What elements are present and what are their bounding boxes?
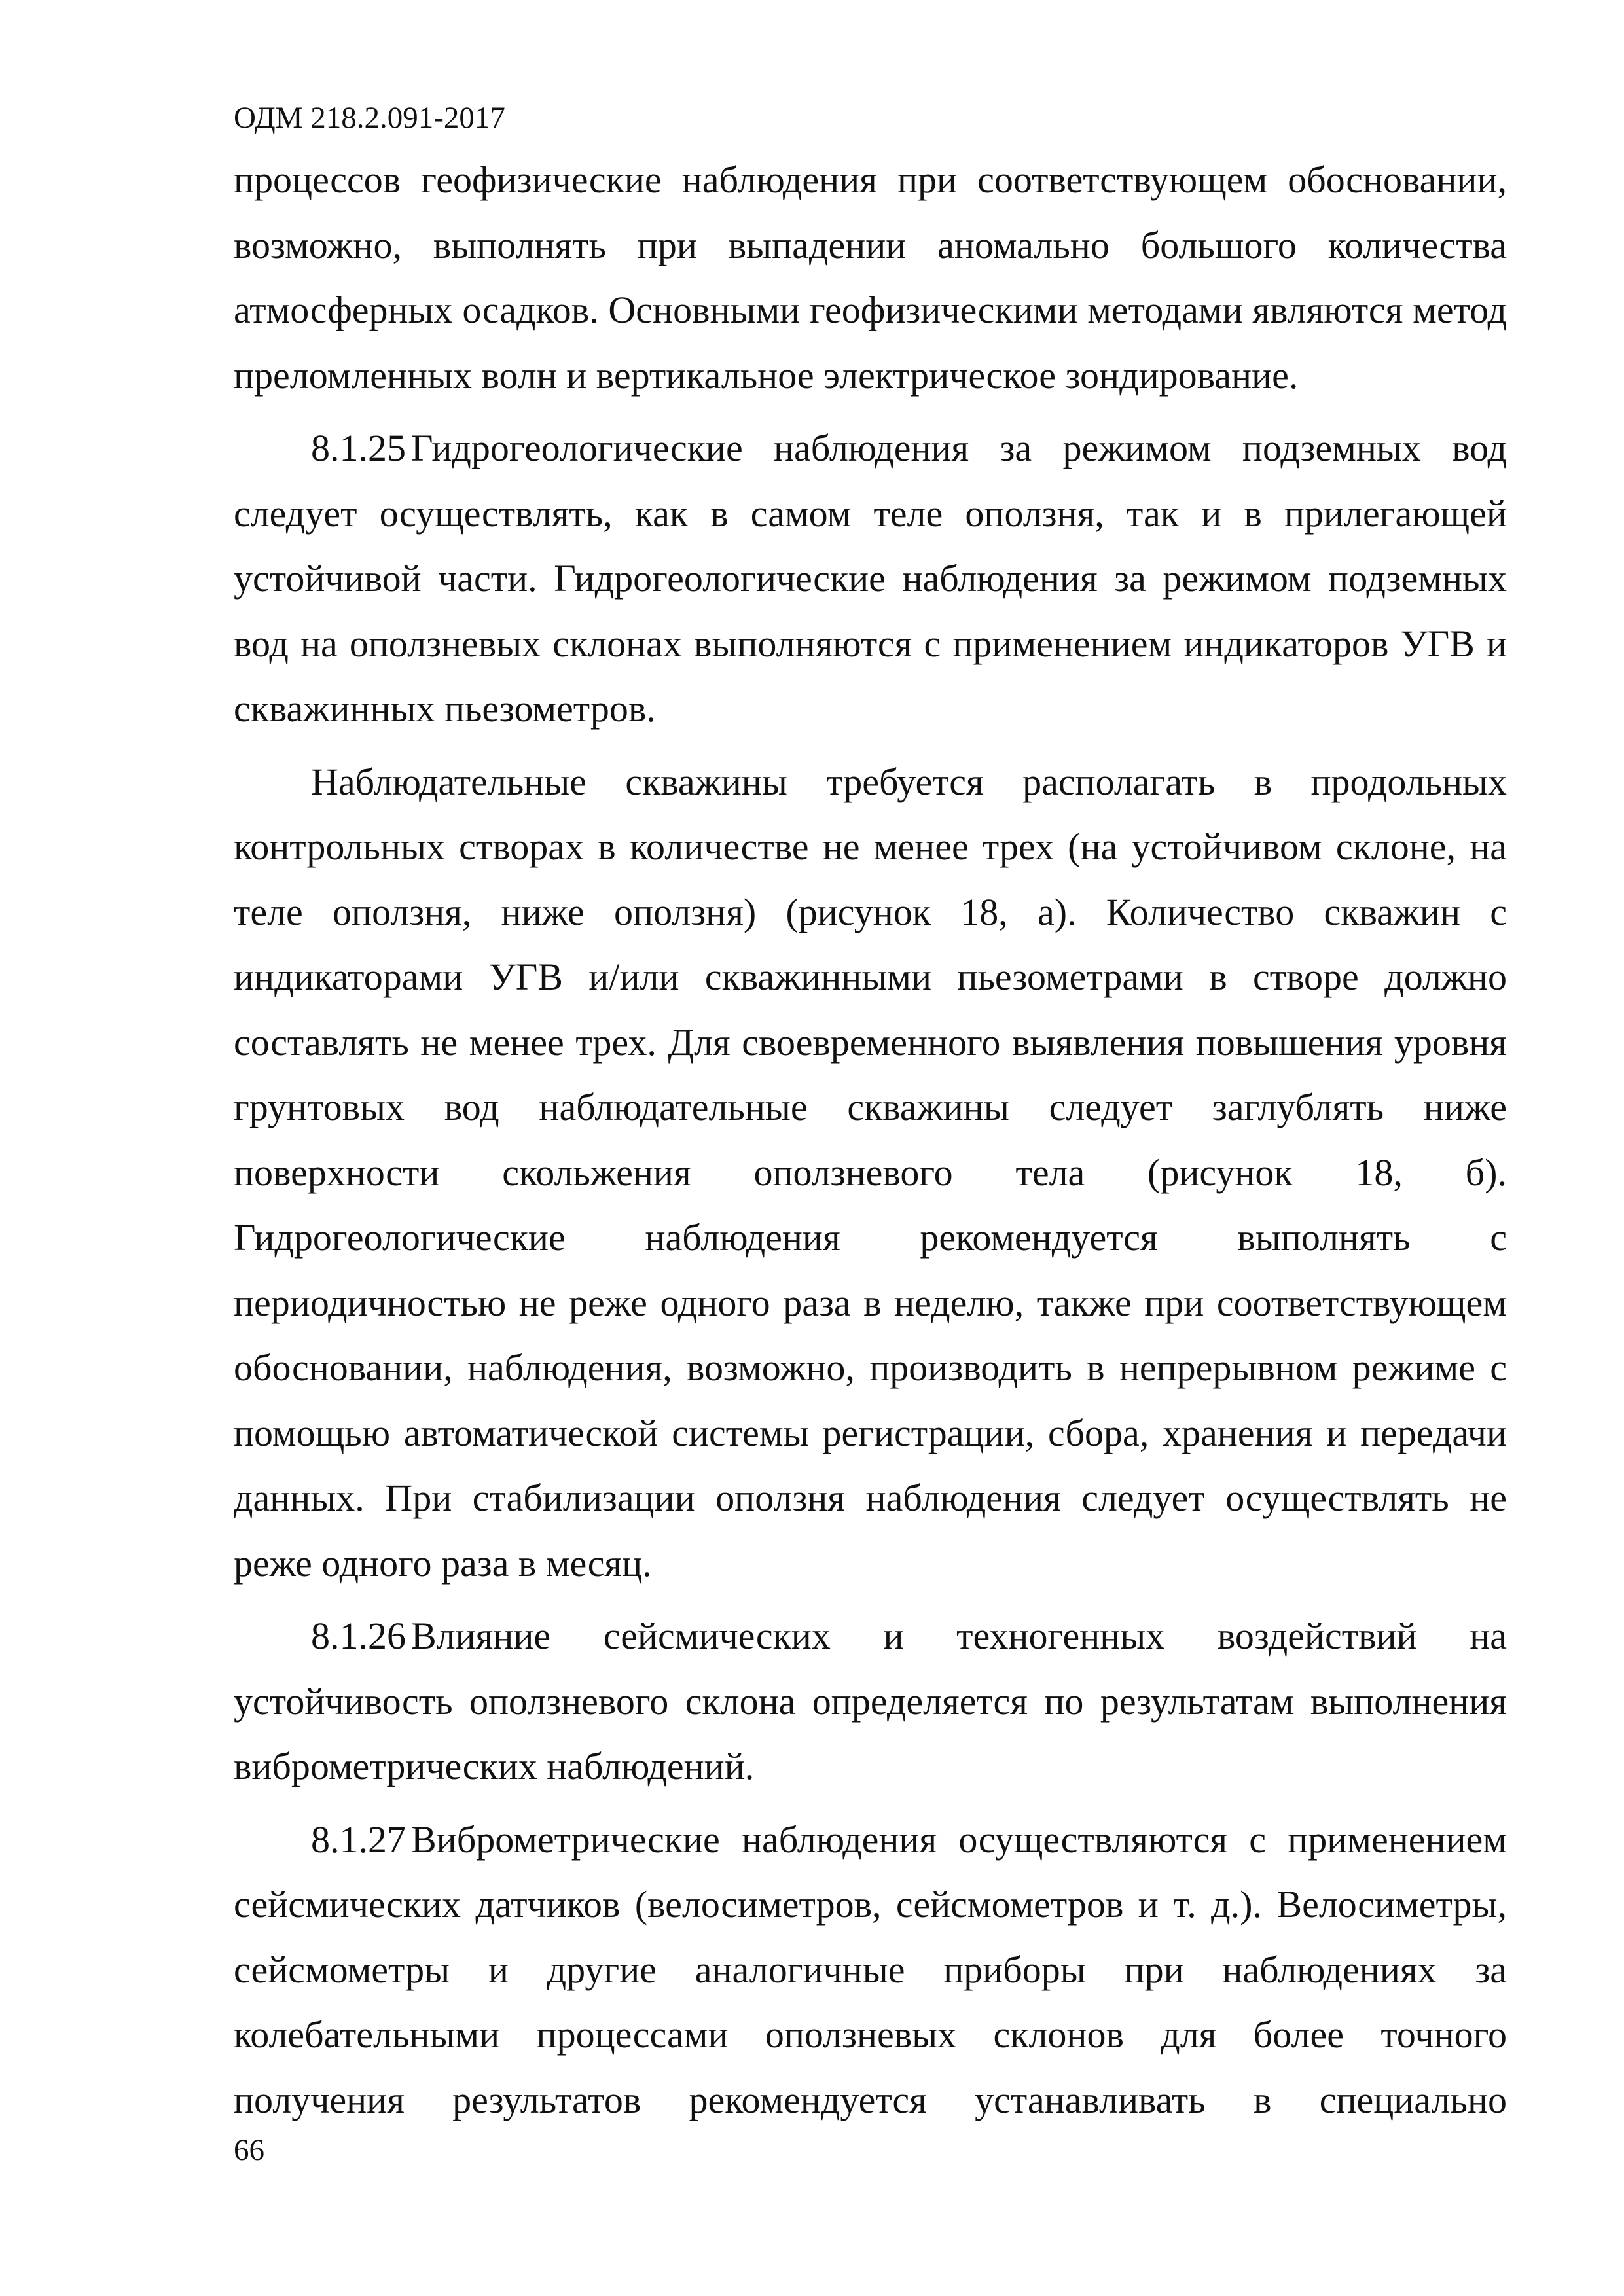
clause-number: 8.1.27 (311, 1818, 406, 1861)
paragraph-text: Виброметрические наблюдения осуществляются с применением сейсмических датчиков (велосиметров, сейсмометров и т. д.). Велосиметры, сейсмометры и другие аналогичные приборы при наблюдениях за колебательными процессами оползневых склонов для более точного получения результатов рекомендуется устанавливать в специально (234, 1818, 1507, 2121)
paragraph-continuation (234, 147, 1507, 408)
document-body (234, 147, 1507, 2132)
clause-number: 8.1.26 (311, 1615, 406, 1657)
paragraph-8-1-26 (234, 1604, 1507, 1799)
paragraph-8-1-25 (234, 416, 1507, 742)
document-code-header: ОДМ 218.2.091-2017 (234, 101, 505, 135)
paragraph-8-1-27 (234, 1807, 1507, 2133)
clause-number: 8.1.25 (311, 427, 406, 469)
paragraph-text: Влияние сейсмических и техногенных воздействий на устойчивость оползневого склона определяется по результатам выполнения виброметрических наблюдений. (234, 1615, 1507, 1787)
paragraph-text: Гидрогеологические наблюдения за режимом подземных вод следует осуществлять, как в самом теле оползня, так и в прилегающей устойчивой части. Гидрогеологические наблюдения за режимом подземных вод на оползневых склонах выполняются с применением индикаторов УГВ и скважинных пьезометров. (234, 427, 1507, 730)
page-number: 66 (234, 2133, 264, 2167)
paragraph-text: процессов геофизические наблюдения при соответствующем обосновании, возможно, выполнять при выпадении аномально большого количества атмосферных осадков. Основными геофизическими методами являются метод преломленных волн и вертикальное электрическое зондирование. (234, 158, 1507, 397)
paragraph-observation-wells (234, 749, 1507, 1596)
paragraph-text: Наблюдательные скважины требуется располагать в продольных контрольных створах в количестве не менее трех (на устойчивом склоне, на теле оползня, ниже оползня) (рисунок 18, а). Количество скважин с индикаторами УГВ и/или скважинными пьезометрами в створе должно составлять не менее трех. Для своевременного выявления повышения уровня грунтовых вод наблюдательные скважины следует заглублять ниже поверхности скольжения оползневого тела (рисунок 18, б). Гидрогеологические наблюдения рекомендуется выполнять с периодичностью не реже одного раза в неделю, также при соответствующем обосновании, наблюдения, возможно, производить в непрерывном режиме с помощью автоматической системы регистрации, сбора, хранения и передачи данных. При стабилизации оползня наблюдения следует осуществлять не реже одного раза в месяц. (234, 760, 1507, 1585)
